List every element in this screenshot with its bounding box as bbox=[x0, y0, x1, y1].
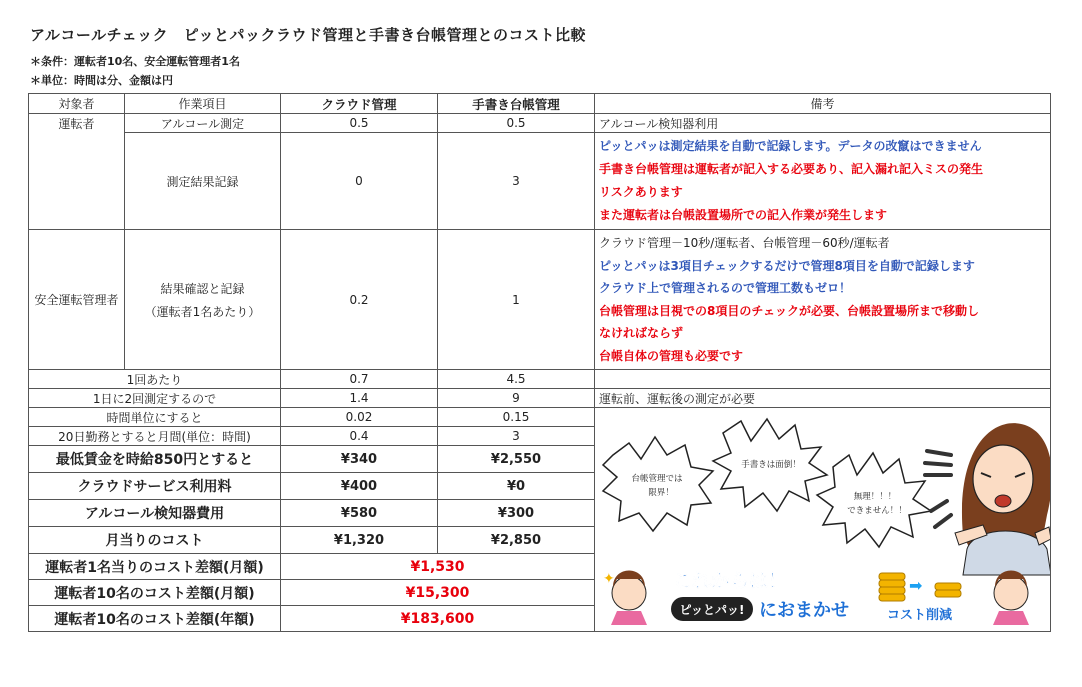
note-cell: アルコール検知器利用 bbox=[595, 114, 1051, 133]
coin-stack-small-icon bbox=[935, 583, 961, 597]
arrow-right-icon: ➡ bbox=[909, 575, 923, 595]
promo-illustration bbox=[595, 415, 1051, 625]
condition-staff: ＊条件：運転者10名、安全運転管理者1名 bbox=[30, 55, 240, 68]
note-line: なければならず bbox=[599, 326, 684, 340]
note-line: リスクあります bbox=[599, 185, 683, 199]
speech-bubble-3 bbox=[817, 453, 931, 547]
hand-value: ¥2,550 bbox=[438, 446, 595, 473]
banner-logo: ピッとパッ! bbox=[679, 602, 745, 617]
header-task: 作業項目 bbox=[125, 94, 281, 114]
task-cell bbox=[125, 230, 281, 370]
driver-label: 運転者 bbox=[29, 114, 125, 230]
hand-value: 0.5 bbox=[438, 114, 595, 133]
note-line: クラウド上で管理されるので管理工数もゼロ！ bbox=[599, 281, 852, 295]
note-line: 手書き台帳管理は運転者が記入する必要あり、記入漏れ記入ミスの発生 bbox=[599, 162, 984, 176]
stressed-woman-figure bbox=[955, 423, 1051, 575]
coin-stack-icon bbox=[879, 573, 905, 601]
task-cell: アルコール測定 bbox=[125, 114, 281, 133]
row-label: 月当りのコスト bbox=[29, 527, 281, 554]
cloud-value: 0.7 bbox=[281, 370, 438, 389]
bubble3-line: 無理！！！ bbox=[853, 491, 897, 502]
cloud-value: 0.2 bbox=[281, 230, 438, 370]
banner-line1: これからは！ bbox=[673, 569, 788, 592]
cloud-value: 0.5 bbox=[281, 114, 438, 133]
header-cloud: クラウド管理 bbox=[281, 94, 438, 114]
row-label: 運転者10名のコスト差額(年額) bbox=[29, 606, 281, 632]
hand-value: ¥2,850 bbox=[438, 527, 595, 554]
table-row bbox=[29, 230, 1051, 370]
note-cell bbox=[595, 230, 1051, 370]
row-label: 運転者1名当りのコスト差額(月額) bbox=[29, 554, 281, 580]
row-label: アルコール検知器費用 bbox=[29, 500, 281, 527]
note-cell: 運転前、運転後の測定が必要 bbox=[595, 389, 1051, 408]
cloud-value: ¥1,320 bbox=[281, 527, 438, 554]
row-label: クラウドサービス利用料 bbox=[29, 473, 281, 500]
hand-value: ¥300 bbox=[438, 500, 595, 527]
cloud-value: 0.02 bbox=[281, 408, 438, 427]
header-handwritten: 手書き台帳管理 bbox=[438, 94, 595, 114]
task-cell: 測定結果記録 bbox=[125, 133, 281, 230]
page-title: アルコールチェック ピッとパックラウド管理と手書き台帳管理とのコスト比較 bbox=[30, 26, 587, 44]
note-cell bbox=[595, 133, 1051, 230]
header-row bbox=[29, 94, 1051, 114]
note-line: また運転者は台帳設置場所での記入作業が発生します bbox=[599, 208, 888, 222]
table-row bbox=[29, 408, 1051, 427]
hand-value: 4.5 bbox=[438, 370, 595, 389]
illustration-cell bbox=[595, 408, 1051, 632]
diff-value: ¥15,300 bbox=[281, 580, 595, 606]
bubble1-line: 台帳管理では bbox=[631, 473, 683, 484]
task-line: 結果確認と記録 bbox=[160, 281, 245, 296]
row-label: 20日勤務とすると月間(単位：時間) bbox=[29, 427, 281, 446]
banner-line2: におまかせ bbox=[759, 599, 849, 621]
note-line: ピッとパッは測定結果を自動で記録します。データの改竄はできません bbox=[599, 139, 982, 153]
table-row bbox=[29, 389, 1051, 408]
note-cell bbox=[595, 370, 1051, 389]
cloud-value: 1.4 bbox=[281, 389, 438, 408]
bubble3-line: できません！！ bbox=[847, 505, 907, 516]
note-line: 台帳自体の管理も必要です bbox=[599, 348, 744, 363]
bubble2-text: 手書きは面倒！ bbox=[741, 459, 801, 470]
row-label: 1日に2回測定するので bbox=[29, 389, 281, 408]
promo-banner bbox=[603, 570, 1029, 625]
condition-units: ＊単位：時間は分、金額は円 bbox=[30, 74, 173, 87]
stress-lines bbox=[925, 451, 951, 527]
cloud-value: ¥580 bbox=[281, 500, 438, 527]
speech-bubble-1 bbox=[603, 437, 713, 531]
cloud-value: ¥400 bbox=[281, 473, 438, 500]
diff-value: ¥183,600 bbox=[281, 606, 595, 632]
hand-value: 3 bbox=[438, 133, 595, 230]
banner-cost: コスト削減 bbox=[887, 607, 953, 623]
sparkle-icon: ✦ bbox=[603, 570, 615, 587]
hand-value: 9 bbox=[438, 389, 595, 408]
row-label: 最低賃金を時給850円とすると bbox=[29, 446, 281, 473]
hand-value: 1 bbox=[438, 230, 595, 370]
cloud-value: 0 bbox=[281, 133, 438, 230]
bubble1-line: 限界！ bbox=[648, 487, 674, 498]
hand-value: ¥0 bbox=[438, 473, 595, 500]
diff-value: ¥1,530 bbox=[281, 554, 595, 580]
speech-bubble-2 bbox=[713, 419, 827, 511]
task-line: （運転者1名あたり） bbox=[144, 304, 261, 319]
row-label: 1回あたり bbox=[29, 370, 281, 389]
note-line: 台帳管理は目視での8項目のチェックが必要、台帳設置場所まで移動し bbox=[599, 303, 979, 318]
row-label: 時間単位にすると bbox=[29, 408, 281, 427]
manager-label: 安全運転管理者 bbox=[29, 230, 125, 370]
row-label: 運転者10名のコスト差額(月額) bbox=[29, 580, 281, 606]
hand-value: 0.15 bbox=[438, 408, 595, 427]
header-notes: 備考 bbox=[595, 94, 1051, 114]
note-line: ピッとパッは3項目チェックするだけで管理8項目を自動で記録します bbox=[599, 258, 975, 273]
cloud-value: 0.4 bbox=[281, 427, 438, 446]
table-row bbox=[29, 370, 1051, 389]
table-row bbox=[29, 133, 1051, 230]
hand-value: 3 bbox=[438, 427, 595, 446]
cloud-value: ¥340 bbox=[281, 446, 438, 473]
header-target: 対象者 bbox=[29, 94, 125, 114]
table-row bbox=[29, 114, 1051, 133]
cost-comparison-table bbox=[28, 93, 1051, 632]
note-line: クラウド管理－10秒/運転者、台帳管理－60秒/運転者 bbox=[599, 236, 890, 250]
